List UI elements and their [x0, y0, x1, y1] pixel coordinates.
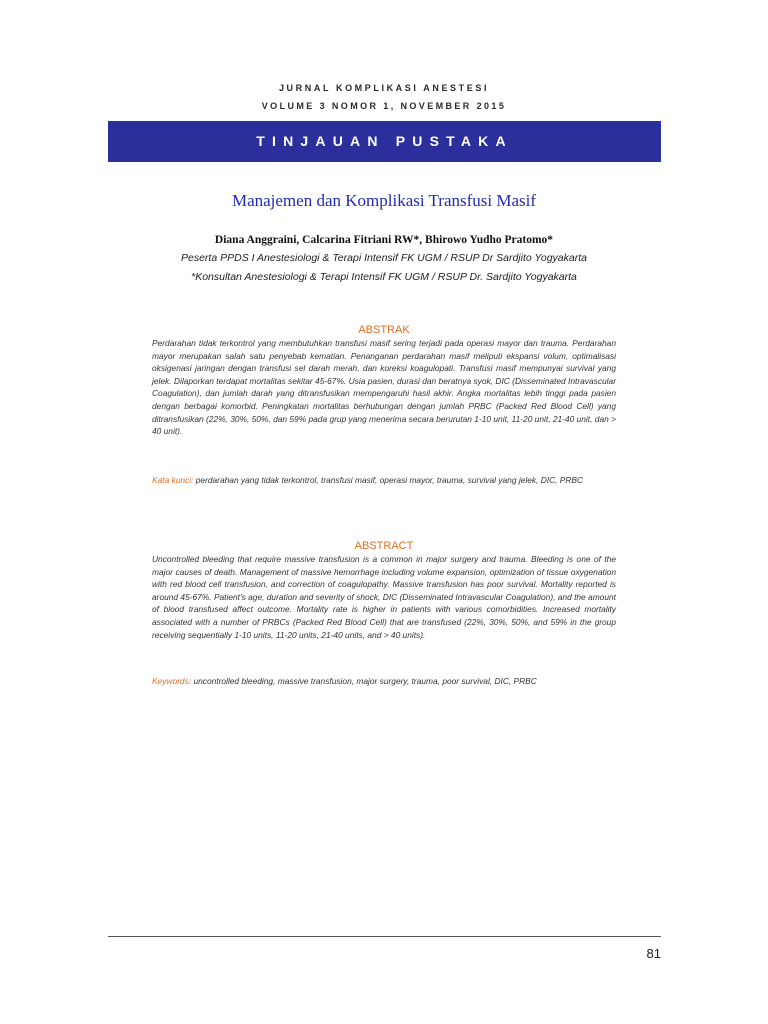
keywords-list-en: uncontrolled bleeding, massive transfusion, major surgery, trauma, poor survival, DIC, PRBC	[193, 676, 537, 686]
affiliation-1: Peserta PPDS I Anestesiologi & Terapi Intensif FK UGM / RSUP Dr Sardjito Yogyakarta	[181, 252, 587, 264]
keywords-list-id: perdarahan yang tidak terkontrol, transfusi masif, operasi mayor, trauma, survival yang jelek, DIC, PRBC	[195, 475, 584, 485]
article-authors: Diana Anggraini, Calcarina Fitriani RW*, Bhirowo Yudho Pratomo*	[214, 234, 554, 246]
section-banner: TINJAUAN PUSTAKA	[108, 121, 661, 162]
abstrak-keywords	[152, 474, 616, 487]
abstract-heading: ABSTRACT	[354, 540, 414, 552]
affiliation-2: *Konsultan Anestesiologi & Terapi Intensif FK UGM / RSUP Dr. Sardjito Yogyakarta	[191, 271, 577, 283]
footer-rule	[108, 936, 661, 937]
journal-volume: VOLUME 3 NOMOR 1, NOVEMBER 2015	[261, 101, 507, 111]
abstract-keywords	[152, 675, 616, 688]
keywords-label-id: Kata kunci:	[152, 475, 194, 485]
abstract-text: Uncontrolled bleeding that require massive transfusion is a common in major surgery and trauma. Bleeding is one of the major causes of death. Management of massive hemorrhage including volume expansion, optimization of tissue oxygenation with red blood cell transfusion, and correction of coagulopathy. Massive transfusion has poor survival. Mortality reported is around 45-67%. Patient's age, duration and severity of shock, DIC (Disseminated Intravascular Coagulation), and the amount of blood transfused affect outcome. Mortality rate is higher in patients with various comorbidities. Increased mortality associated with a number of PRBCs (Packed Red Blood Cell) that are transfused (22%, 30%, 50%, and 59% in the group receiving sequentially 1-10 units, 11-20 units, 21-40 units, and > 40 units).	[152, 554, 616, 640]
page-number: 81	[646, 946, 661, 961]
abstrak-text: Perdarahan tidak terkontrol yang membutuhkan transfusi masif sering terjadi pada operasi mayor dan trauma. Perdarahan mayor merupakan salah satu penyebab kematian. Penanganan perdarahan masif meliputi ekspansi volum, optimalisasi oksigenasi jaringan dengan transfusi sel darah merah, dan koreksi koagulopati. Transfusi masif mempunyai survival yang jelek. Dilaporkan terdapat mortalitas sekitar 45-67%. Usia pasien, durasi dan beratnya syok, DIC (Disseminated Intravascular Coagulation), dan jumlah darah yang ditransfusikan mempengaruhi hasil akhir. Angka mortalitas lebih tinggi pada pasien dengan berbagai komorbid. Peningkatan mortalitas berhubungan dengan jumlah PRBC (Packed Red Blood Cell) yang ditransfusikan (22%, 30%, 50%, dan 59% pada grup yang menerima secara berurutan 1-10 unit, 11-20 unit, 21-40 unit, dan > 40 unit).	[152, 338, 616, 437]
journal-name: JURNAL KOMPLIKASI ANESTESI	[278, 83, 490, 93]
abstrak-heading: ABSTRAK	[358, 324, 410, 336]
article-title: Manajemen dan Komplikasi Transfusi Masif	[231, 191, 537, 210]
keywords-label-en: Keywords:	[152, 676, 192, 686]
